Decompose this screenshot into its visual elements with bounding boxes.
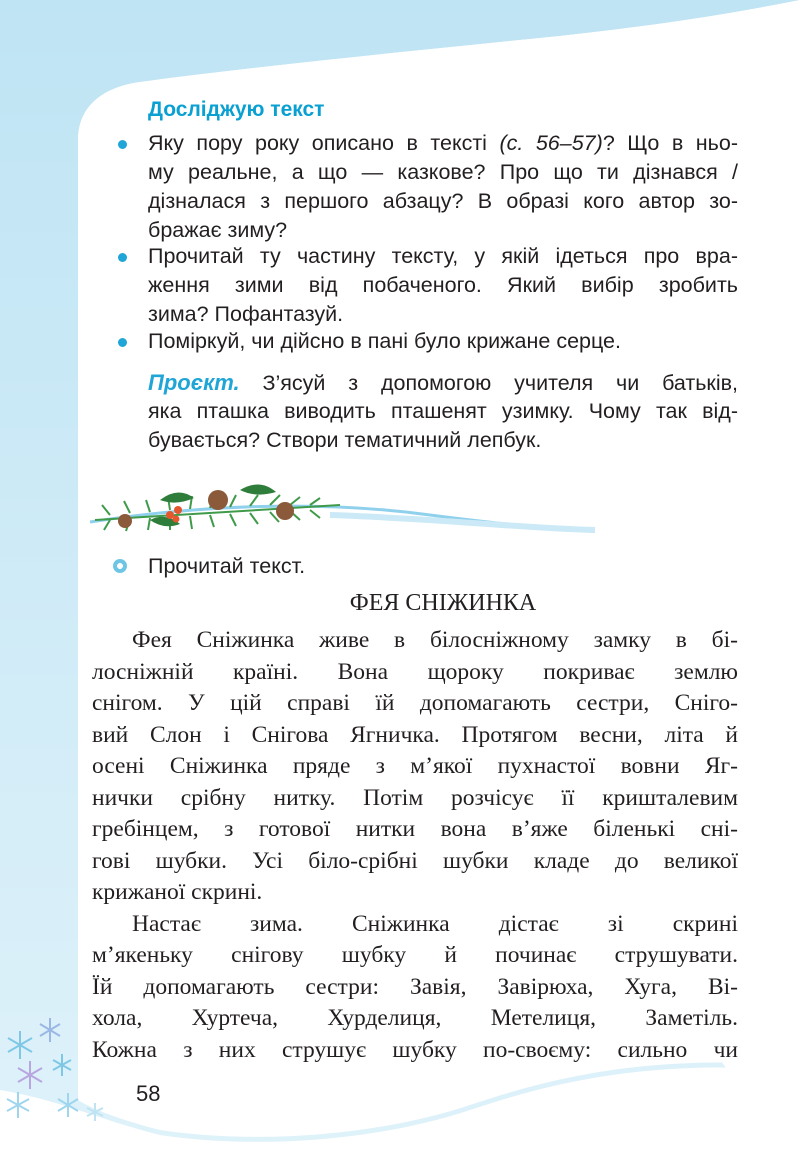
instruction-text: Прочитай текст. <box>148 554 306 578</box>
bullet-icon <box>118 338 127 347</box>
page-reference: (с. 56–57) <box>499 131 603 155</box>
story-text: Фея Сніжинка живе в білосніжному замку в бі- лосніжній країні. Вона щороку покриває землю снігом. У цій справі їй допомагають сестри, Сніго- вий Слон і Снігова Ягничка. Протягом весни, літа й осені Сніжинка пряде з м’якої пухнастої вовни Яг- нички срібну нитку. Потім розчісує її кришталевим гребінцем, з готової нитки вона в’яже біленькі сні- гові шубки. Усі біло-срібні шубки кладе до великої крижаної скрині. Настає зима. Сніжинка дістає зі скрині м’якеньку снігову шубку й починає струшувати. Їй допомагають сестри: Завія, Завірюха, Хуга, Ві- хола, Хуртеча, Хурделиця, Метелиця, Заметіль. Кожна з них струшує шубку по-своєму: сильно чи <box>92 627 738 1063</box>
page-number: 58 <box>136 1081 161 1106</box>
bullet-icon <box>118 140 127 149</box>
bullet-icon <box>118 253 127 262</box>
section-heading: Досліджую текст <box>148 98 325 121</box>
list-item: Прочитай ту частину тексту, у якій ідеться про вра- ження зими від побаченого. Який вибір зробить зима? Пофантазуй. <box>148 244 738 326</box>
instruction-bullet-icon <box>113 559 127 573</box>
list-item: Яку пору року описано в тексті (с. 56–57)? Що в ньо- му реальне, а що — казкове? Про що ти дізнався / дізналася з першого абзацу? В образі кого автор зо- бражає зиму? <box>148 131 739 242</box>
project-label: Проєкт. <box>148 370 240 395</box>
list-item: Поміркуй, чи дійсно в пані було крижане серце. <box>148 329 621 353</box>
story-title: ФЕЯ СНІЖИНКА <box>349 590 537 616</box>
project-task: Проєкт. З’ясуй з допомогою учителя чи батьків, яка пташка виводить пташенят узимку. Чому так від- бувається? Створи тематичний лепбук. <box>148 370 738 452</box>
